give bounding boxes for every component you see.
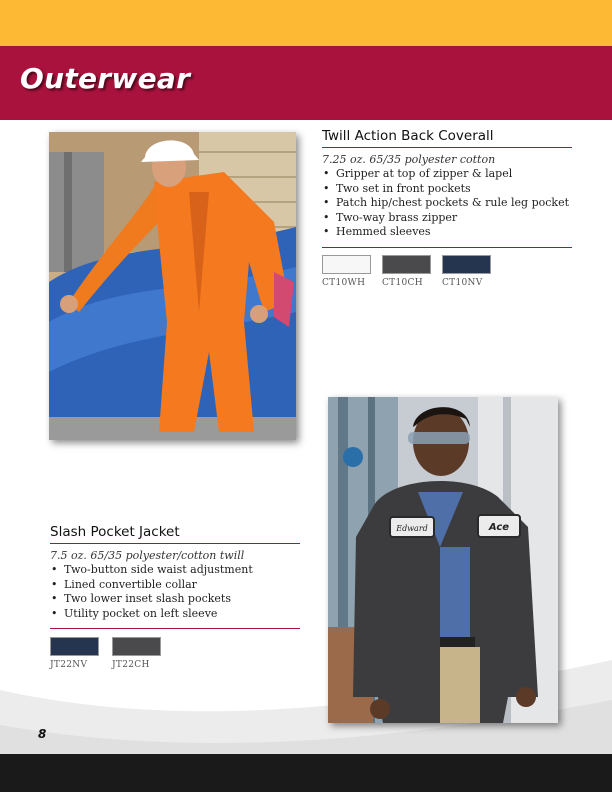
feature-item: • Lined convertible collar <box>50 578 300 593</box>
divider <box>50 628 300 629</box>
swatch-chip <box>382 255 431 274</box>
feature-list <box>50 563 300 621</box>
product-fabric: 7.5 oz. 65/35 polyester/cotton twill <box>50 549 245 562</box>
product-jacket <box>50 524 300 670</box>
coverall-photo <box>49 132 296 440</box>
swatch-chip <box>322 255 371 274</box>
product-name: Slash Pocket Jacket <box>50 524 300 544</box>
feature-item: • Two-way brass zipper <box>322 211 572 226</box>
product-fabric: 7.25 oz. 65/35 polyester cotton <box>322 153 496 166</box>
swatch-code: JT22NV <box>50 660 88 671</box>
footer-band <box>0 754 612 792</box>
swatch-code: CT10NV <box>442 277 483 288</box>
section-title: Outerwear <box>20 62 191 95</box>
logo-patch-text: Ace <box>488 522 510 533</box>
feature-list <box>322 167 572 240</box>
color-swatches <box>50 637 300 670</box>
divider <box>322 247 572 248</box>
name-patch-text: Edward <box>396 524 428 533</box>
color-swatches <box>322 255 572 288</box>
swatch-code: CT10WH <box>322 277 366 288</box>
page-number: 8 <box>38 727 47 741</box>
color-swatch <box>442 255 491 288</box>
feature-item: • Two lower inset slash pockets <box>50 592 300 607</box>
feature-item: • Utility pocket on left sleeve <box>50 607 300 622</box>
feature-item: • Two-button side waist adjustment <box>50 563 300 578</box>
color-swatch <box>322 255 371 288</box>
color-swatch <box>112 637 161 670</box>
jacket-photo <box>328 397 558 723</box>
product-coverall <box>322 128 572 288</box>
feature-item: • Two set in front pockets <box>322 182 572 197</box>
feature-item: • Hemmed sleeves <box>322 225 572 240</box>
color-swatch <box>382 255 431 288</box>
swatch-chip <box>50 637 99 656</box>
top-color-band <box>0 0 612 46</box>
product-name: Twill Action Back Coverall <box>322 128 572 148</box>
swatch-chip <box>112 637 161 656</box>
swatch-code: JT22CH <box>112 660 150 671</box>
swatch-chip <box>442 255 491 274</box>
color-swatch <box>50 637 99 670</box>
feature-item: • Patch hip/chest pockets & rule leg pocket <box>322 196 572 211</box>
swatch-code: CT10CH <box>382 277 423 288</box>
feature-item: • Gripper at top of zipper & lapel <box>322 167 572 182</box>
